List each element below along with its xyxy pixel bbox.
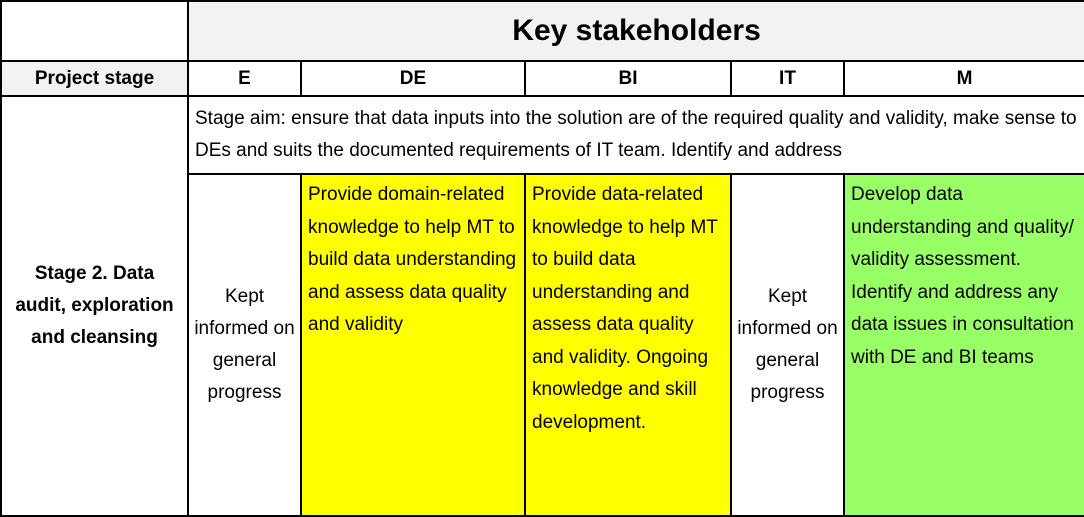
stage-aim-cell: Stage aim: ensure that data inputs into the solution are of the required quality and validity, make sense to DEs and suits the documented requirements of IT team. Identify and address — [188, 96, 1084, 174]
column-header-e: E — [188, 61, 301, 96]
it-cell: Kept informed on general progress — [731, 174, 844, 516]
project-stage-header: Project stage — [1, 61, 188, 96]
column-header-bi: BI — [525, 61, 731, 96]
key-stakeholders-title: Key stakeholders — [188, 1, 1084, 61]
column-header-it: IT — [731, 61, 844, 96]
column-header-de: DE — [301, 61, 525, 96]
e-cell: Kept informed on general progress — [188, 174, 301, 516]
stage-label-cell: Stage 2. Data audit, exploration and cleansing — [1, 96, 188, 516]
column-header-m: M — [844, 61, 1084, 96]
de-cell: Provide domain-related knowledge to help MT to build data understanding and assess data quality and validity — [301, 174, 525, 516]
bi-cell: Provide data-related knowledge to help MT to build data understanding and assess data quality and validity. Ongoing knowledge and skill development. — [525, 174, 731, 516]
m-cell: Develop data understanding and quality/ validity assessment. Identify and address any data issues in consultation with DE and BI teams — [844, 174, 1084, 516]
corner-empty-cell — [1, 1, 188, 61]
